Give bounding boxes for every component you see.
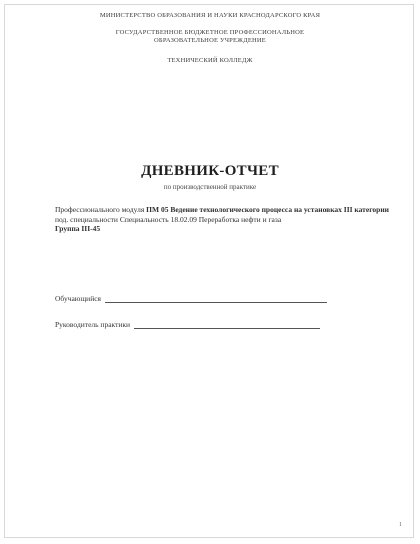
ministry-header: МИНИСТЕРСТВО ОБРАЗОВАНИЯ И НАУКИ КРАСНОДАРСКОГО КРАЯ [99, 12, 321, 19]
institution-header-line2: ОБРАЗОВАТЕЛЬНОЕ УЧРЕЖДЕНИЕ [154, 37, 266, 44]
module-info [55, 205, 395, 234]
document-subtitle: по производственной практике [163, 183, 257, 191]
page-border [4, 4, 414, 538]
page-number: 1 [399, 522, 402, 528]
student-label: Обучающийся [55, 294, 101, 303]
student-field [55, 294, 327, 303]
institution-header-line1: ГОСУДАРСТВЕННОЕ БЮДЖЕТНОЕ ПРОФЕССИОНАЛЬНОЕ [115, 29, 305, 36]
specialty-line: под. специальности Специальность 18.02.09 Переработка нефти и газа [55, 214, 282, 224]
supervisor-blank-line[interactable] [134, 320, 320, 329]
supervisor-field [55, 320, 320, 329]
module-code-name: ПМ 05 Ведение технологического процесса на установках III категории [146, 205, 389, 214]
document-title: ДНЕВНИК-ОТЧЕТ [141, 163, 279, 179]
group-line: Группа III-45 [55, 224, 101, 233]
supervisor-label: Руководитель практики [55, 320, 131, 329]
module-prefix: Профессионального модуля [55, 205, 145, 214]
module-line [55, 205, 395, 215]
student-blank-line[interactable] [105, 294, 327, 303]
college-name: ТЕХНИЧЕСКИЙ КОЛЛЕДЖ [167, 57, 253, 64]
